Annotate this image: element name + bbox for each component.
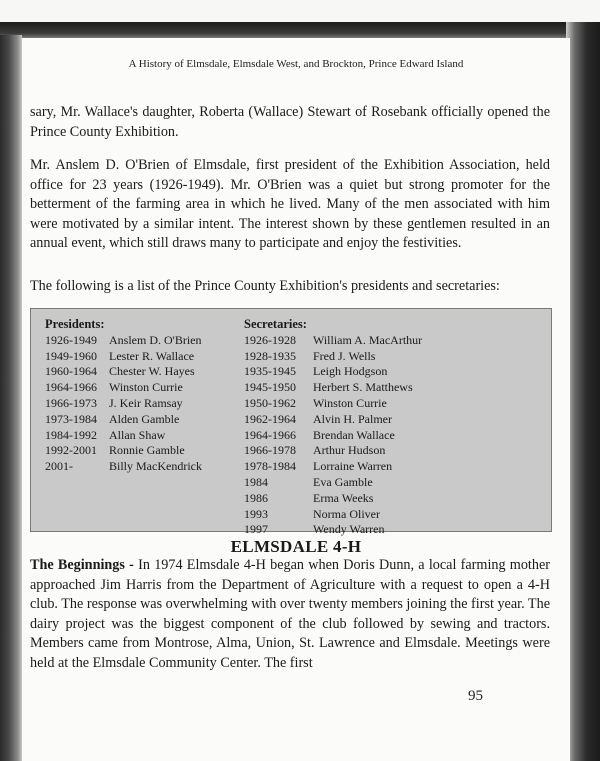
secretary-name: Alvin H. Palmer (313, 411, 392, 426)
secretaries-years-column (244, 317, 307, 538)
secretary-name: Erma Weeks (313, 490, 374, 505)
paragraph-continued: sary, Mr. Wallace's daughter, Roberta (Wallace) Stewart of Rosebank officially opened the Prince County Exhibition. (30, 104, 550, 140)
secretary-years: 1993 (244, 506, 268, 521)
presidents-header: Presidents: (45, 317, 105, 331)
secretary-years: 1978-1984 (244, 459, 296, 474)
secretary-name: Leigh Hodgson (313, 364, 388, 379)
president-name: Billy MacKendrick (109, 459, 202, 474)
president-name: J. Keir Ramsay (109, 395, 183, 410)
president-years: 1973-1984 (45, 411, 97, 426)
paragraph-beginnings (30, 556, 550, 673)
secretary-years: 1964-1966 (244, 427, 296, 442)
secretary-name: Winston Currie (313, 395, 387, 410)
president-name: Anslem D. O'Brien (109, 332, 202, 347)
paragraph-body: In 1974 Elmsdale 4-H began when Doris Dunn, a local farming mother approached Jim Harris from the Department of Agriculture with a request to open a 4-H club. The response was overwhelming with over twenty members joining the first year. The dairy project was the biggest component of the club followed by sewing and tractors. Members came from Montrose, Alma, Union, St. Lawrence and Elmsdale. Meetings were held at the Elmsdale Community Center. The first (30, 557, 550, 671)
presidents-names-column (109, 317, 202, 475)
secretary-years: 1984 (244, 474, 268, 489)
book-cover-right-edge (566, 22, 600, 761)
president-years: 2001- (45, 459, 73, 474)
secretaries-names-column (313, 317, 422, 538)
book-page (22, 38, 570, 761)
secretary-name: Herbert S. Matthews (313, 380, 413, 395)
president-years: 1960-1964 (45, 364, 97, 379)
secretary-years: 1926-1928 (244, 332, 296, 347)
secretary-name: Fred J. Wells (313, 348, 376, 363)
paragraph-obrien: Mr. Anslem D. O'Brien of Elmsdale, first president of the Exhibition Association, held office for 23 years (1926-1949). Mr. O'Brien was a quiet but strong promoter for the betterment of the farming area in which he lived. Many of the men associated with him were motivated by a similar intent. The interest shown by these gentlemen resulted in an annual event, which still draws many to participate and enjoy the festivities. (30, 157, 550, 251)
presidents-years-column (45, 317, 105, 475)
secretary-name: Lorraine Warren (313, 459, 393, 474)
president-years: 1964-1966 (45, 380, 97, 395)
book-cover-top-edge (0, 22, 580, 38)
president-name: Chester W. Hayes (109, 364, 195, 379)
secretary-name: Wendy Warren (313, 522, 385, 537)
secretary-years: 1950-1962 (244, 395, 296, 410)
president-name: Allan Shaw (109, 427, 166, 442)
section-heading: ELMSDALE 4-H (230, 537, 362, 556)
secretary-years: 1935-1945 (244, 364, 296, 379)
president-years: 1984-1992 (45, 427, 97, 442)
paragraph-lead-in: The Beginnings - (30, 557, 134, 573)
secretary-name: Norma Oliver (313, 506, 380, 521)
running-head: A History of Elmsdale, Elmsdale West, and Brockton, Prince Edward Island (128, 58, 464, 70)
secretary-years: 1986 (244, 490, 268, 505)
secretary-name: Eva Gamble (313, 474, 373, 489)
secretary-years: 1962-1964 (244, 411, 296, 426)
secretary-name: William A. MacArthur (313, 332, 423, 347)
president-name: Winston Currie (109, 380, 183, 395)
page-number: 95 (468, 688, 483, 704)
secretary-years: 1945-1950 (244, 380, 296, 395)
president-name: Alden Gamble (109, 411, 180, 426)
secretary-years: 1997 (244, 522, 268, 537)
book-binding-left (0, 35, 22, 761)
officers-table (30, 308, 552, 537)
president-name: Lester R. Wallace (109, 348, 195, 363)
president-years: 1992-2001 (45, 443, 97, 458)
secretary-years: 1966-1978 (244, 443, 296, 458)
president-years: 1949-1960 (45, 348, 97, 363)
secretary-years: 1928-1935 (244, 348, 296, 363)
paragraph-list-intro: The following is a list of the Prince County Exhibition's presidents and secretaries: (30, 278, 500, 294)
secretary-name: Brendan Wallace (313, 427, 395, 442)
secretary-name: Arthur Hudson (313, 443, 386, 458)
president-years: 1966-1973 (45, 395, 97, 410)
secretaries-header: Secretaries: (244, 317, 307, 331)
president-name: Ronnie Gamble (109, 443, 185, 458)
president-years: 1926-1949 (45, 332, 97, 347)
